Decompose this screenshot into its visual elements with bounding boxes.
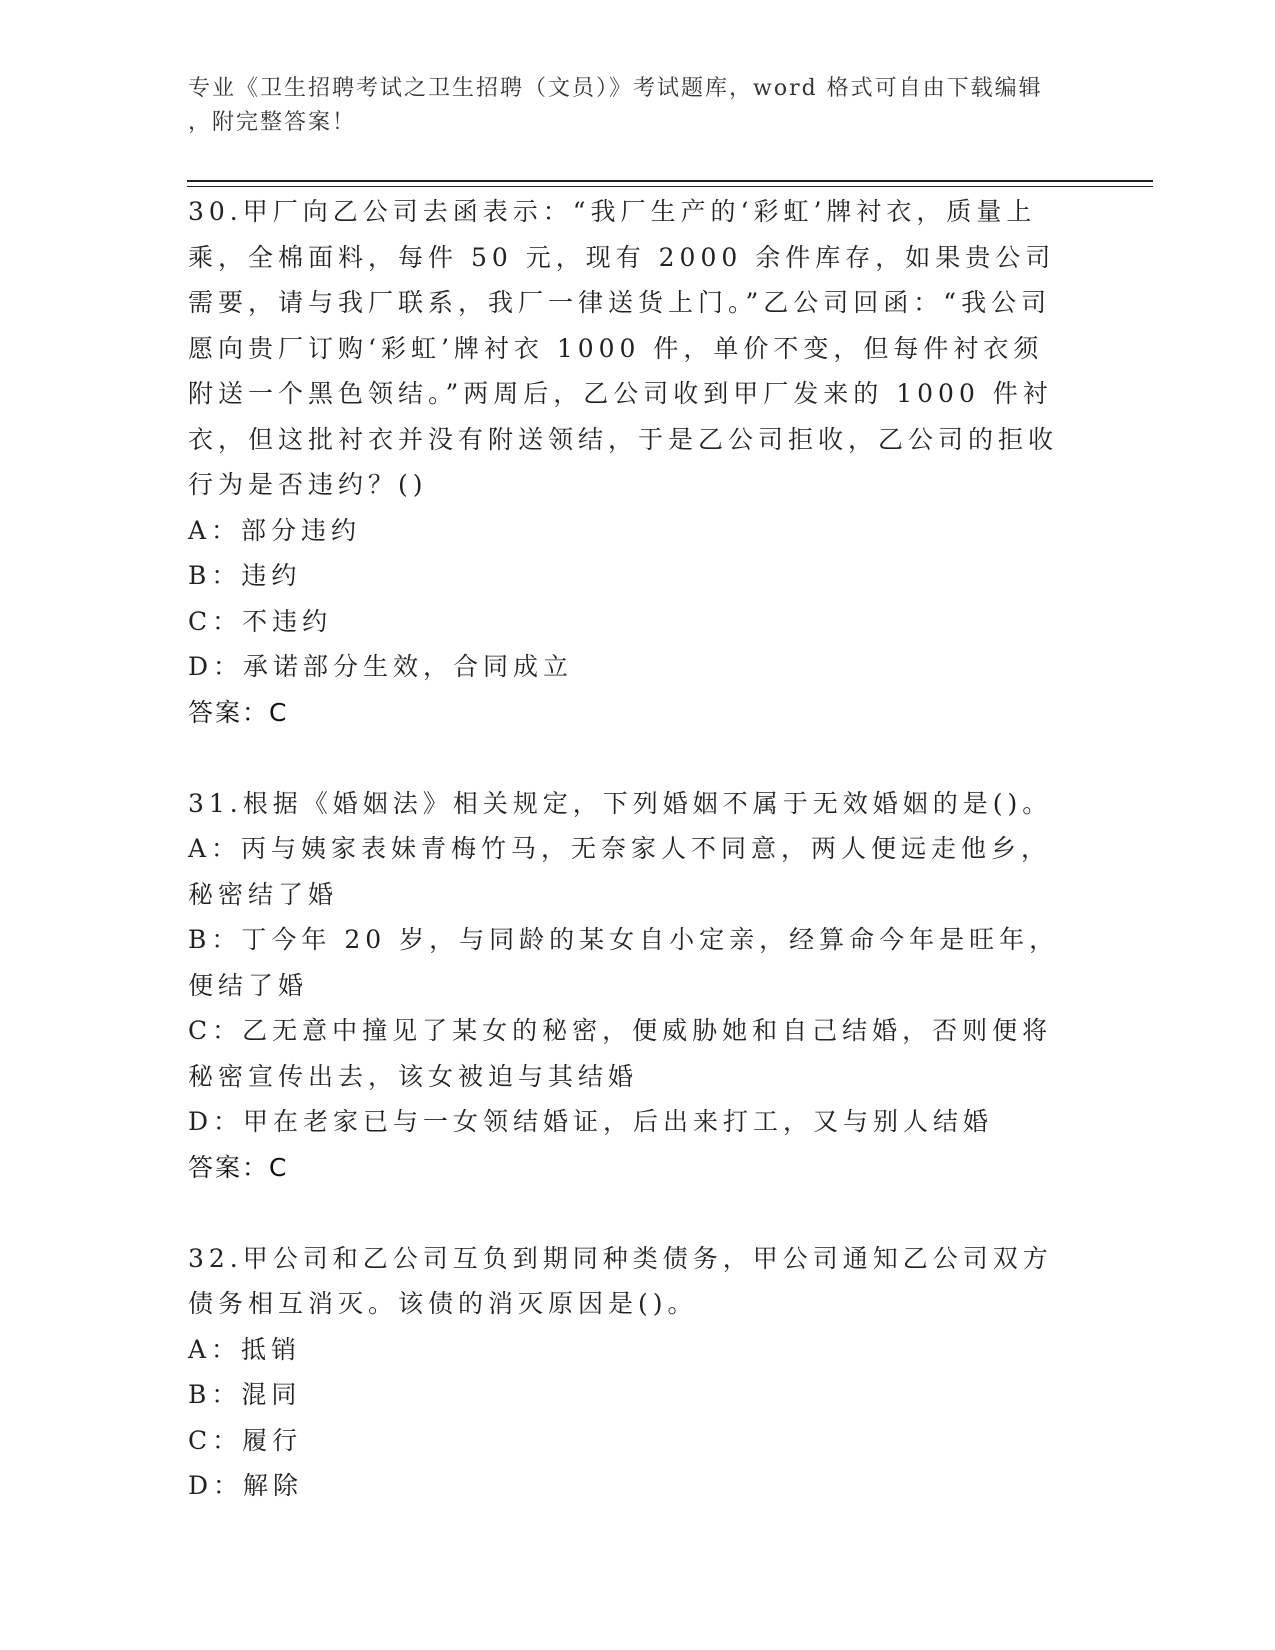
answer-label: 答案：C xyxy=(188,697,289,727)
option-c: C：履行 xyxy=(188,1425,303,1455)
option-a: A：丙与姨家表妹青梅竹马，无奈家人不同意，两人便远走他乡，秘密结了婚 xyxy=(188,834,1052,909)
option-b: B：混同 xyxy=(188,1380,302,1409)
option-d: D：承诺部分生效，合同成立 xyxy=(188,652,574,681)
option-c: C：不违约 xyxy=(188,606,333,636)
question-spacer xyxy=(188,1190,1068,1236)
header-line-1: 专业《卫生招聘考试之卫生招聘（文员）》考试题库，word 格式可自由下载编辑 xyxy=(188,76,1043,101)
header-line-2: ，附完整答案！ xyxy=(188,110,357,135)
answer-label: 答案：C xyxy=(188,1152,289,1182)
question-stem: 32.甲公司和乙公司互负到期同种类债务，甲公司通知乙公司双方债务相互消灭。该债的消灭原因是()。 xyxy=(188,1243,1053,1318)
option-a: A：抵销 xyxy=(188,1334,302,1364)
option-c: C：乙无意中撞见了某女的秘密，便威胁她和自己结婚，否则便将秘密宣传出去，该女被迫与其结婚 xyxy=(188,1016,1053,1091)
document-header xyxy=(188,72,1088,140)
option-d: D：解除 xyxy=(188,1471,304,1500)
option-b: B：违约 xyxy=(188,561,302,590)
option-d: D：甲在老家已与一女领结婚证，后出来打工，又与别人结婚 xyxy=(188,1107,994,1136)
header-divider-thick xyxy=(187,180,1153,182)
option-b: B：丁今年 20 岁，与同龄的某女自小定亲，经算命今年是旺年，便结了婚 xyxy=(188,925,1060,1000)
question-stem: 31.根据《婚姻法》相关规定，下列婚姻不属于无效婚姻的是()。 xyxy=(188,788,1053,818)
option-a: A：部分违约 xyxy=(188,515,362,545)
question-31 xyxy=(188,781,1068,1191)
header-divider-thin xyxy=(187,186,1153,187)
question-spacer xyxy=(188,735,1068,781)
question-30 xyxy=(188,189,1068,735)
question-32 xyxy=(188,1236,1068,1509)
question-list xyxy=(188,189,1068,1509)
question-stem: 30.甲厂向乙公司去函表示：“我厂生产的‘彩虹’牌衬衣，质量上乘，全棉面料，每件 50 元，现有 2000 余件库存，如果贵公司需要，请与我厂联系，我厂一律送货上门。”乙公司回函：“我公司愿向贵厂订购‘彩虹’牌衬衣 1000 件，单价不变，但每件衬衣须附送一个黑色领结。”两周后，乙公司收到甲厂发来的 1000 件衬衣，但这批衬衣并没有附送领结，于是乙公司拒收，乙公司的拒收行为是否违约？() xyxy=(188,197,1059,499)
